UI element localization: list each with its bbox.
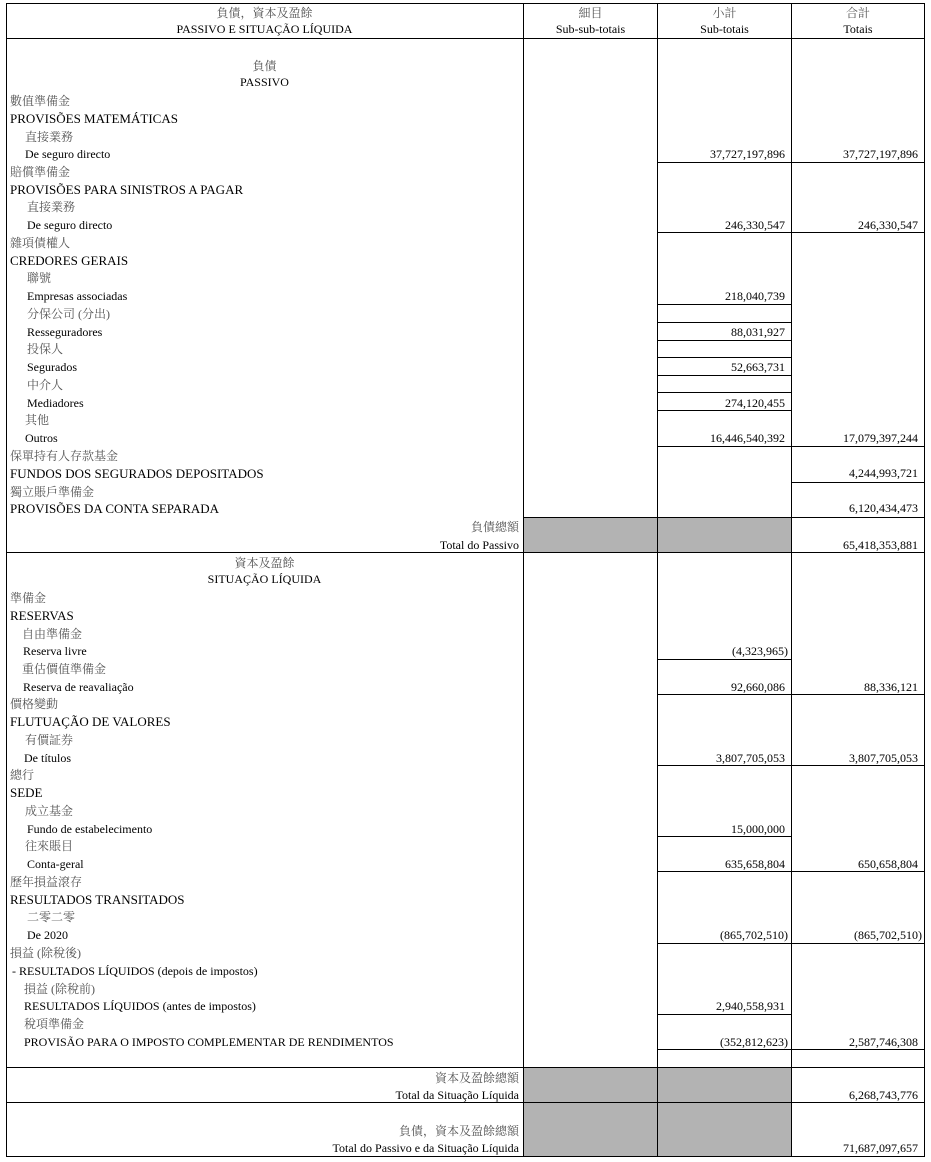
claims-pt: PROVISÕES PARA SINISTROS A PAGAR [10, 182, 244, 197]
fluct-pt: FLUTUAÇÃO DE VALORES [10, 714, 171, 729]
claims-direct-pt: De seguro directo [27, 218, 113, 232]
c2-line [658, 322, 791, 323]
grand-total-pt: Total do Passivo e da Situação Líquida [332, 1141, 519, 1155]
retained-total: (865,702,510) [854, 928, 922, 942]
fluct-zh: 價格變動 [10, 697, 59, 711]
retained-zh: 歷年損益滾存 [10, 875, 83, 889]
conta-zh: 往來賬目 [25, 839, 74, 853]
c2-line [658, 1014, 791, 1015]
insured-sub: 52,663,731 [731, 360, 785, 374]
math-direct-sub: 37,727,197,896 [710, 147, 785, 161]
sede-total: 650,658,804 [858, 857, 918, 871]
c2-line [658, 943, 791, 944]
eq-heading-pt: SITUAÇÃO LÍQUIDA [207, 572, 322, 586]
eq-total-shade-c2 [658, 1068, 791, 1102]
liab-heading-pt: PASSIVO [240, 75, 289, 89]
free-zh: 自由準備金 [22, 627, 83, 641]
col2-divider [657, 3, 658, 1157]
c2-line [658, 392, 791, 393]
c3-line [792, 446, 924, 447]
liab-total-zh: 負債總額 [470, 520, 519, 534]
creditors-total: 17,079,397,244 [843, 431, 918, 445]
header-col1-pt: Sub-sub-totais [555, 22, 626, 36]
claims-direct-sub: 246,330,547 [725, 218, 785, 232]
c3-line [792, 232, 924, 233]
reval-pt: Reserva de reavaliação [23, 680, 134, 694]
reval-sub: 92,660,086 [731, 680, 785, 694]
separate-total: 6,120,434,473 [849, 501, 918, 515]
others-zh: 其他 [25, 413, 50, 427]
c3-line [792, 162, 924, 163]
frame-top [6, 3, 925, 4]
retained-pt: RESULTADOS TRANSITADOS [10, 892, 185, 907]
c3-line [792, 517, 924, 518]
header-col2-zh: 小計 [712, 6, 737, 20]
pretax-sub: 2,940,558,931 [716, 999, 785, 1013]
sede-pt: SEDE [10, 785, 43, 800]
others-pt: Outros [25, 431, 58, 445]
c2-line [658, 304, 791, 305]
reserves-total: 88,336,121 [864, 680, 918, 694]
liab-total-top [524, 517, 792, 518]
math-total: 37,727,197,896 [843, 147, 918, 161]
creditors-pt: CREDORES GERAIS [10, 253, 129, 268]
c2-line [658, 375, 791, 376]
claims-direct-zh: 直接業務 [27, 200, 76, 214]
assoc-pt: Empresas associadas [27, 289, 128, 303]
c3-line [792, 765, 924, 766]
net-total: 2,587,746,308 [849, 1035, 918, 1049]
c2-line [658, 836, 791, 837]
eq-heading-zh: 資本及盈餘 [234, 556, 295, 570]
math-direct-zh: 直接業務 [25, 130, 74, 144]
frame-right [924, 3, 925, 1157]
y2020-sub: (865,702,510) [720, 928, 788, 942]
sede-zh: 總行 [10, 768, 35, 782]
reins-zh: 分保公司 (分出) [27, 307, 110, 321]
c2-line [658, 340, 791, 341]
c3-line [792, 482, 924, 483]
estab-sub: 15,000,000 [731, 822, 785, 836]
grand-total-value: 71,687,097,657 [843, 1141, 918, 1155]
funds-pt: FUNDOS DOS SEGURADOS DEPOSITADOS [10, 466, 264, 481]
insured-pt: Segurados [27, 360, 77, 374]
titles-sub: 3,807,705,053 [716, 751, 785, 765]
frame-bottom [6, 1156, 925, 1157]
c2-line [658, 232, 791, 233]
c2-line [658, 694, 791, 695]
eq-total-pt: Total da Situação Líquida [395, 1088, 519, 1102]
liab-heading-zh: 負債 [252, 59, 277, 73]
c2-line [658, 357, 791, 358]
titles-pt: De títulos [24, 751, 71, 765]
c3-line [792, 552, 924, 553]
c2-line [658, 162, 791, 163]
header-desc-zh: 負債，資本及盈餘 [216, 6, 313, 20]
reserves-zh: 準備金 [10, 591, 47, 605]
header-desc-pt: PASSIVO E SITUAÇÃO LÍQUIDA [176, 22, 353, 36]
liab-total-pt: Total do Passivo [439, 538, 519, 552]
taxprov-pt: PROVISÃO PARA O IMPOSTO COMPLEMENTAR DE RENDIMENTOS [24, 1035, 394, 1049]
reval-zh: 重估價值準備金 [22, 662, 107, 676]
c3-line [792, 943, 924, 944]
net-zh: 損益 (除稅後) [10, 946, 81, 960]
reserves-pt: RESERVAS [10, 608, 74, 623]
assoc-sub: 218,040,739 [725, 289, 785, 303]
c3-line [792, 1102, 924, 1103]
eq-total-shade-c1 [524, 1068, 657, 1102]
funds-total: 4,244,993,721 [849, 466, 918, 480]
grand-total-top [6, 1102, 792, 1103]
taxprov-sub: (352,812,623) [720, 1035, 788, 1049]
others-sub: 16,446,540,392 [710, 431, 785, 445]
eq-total-zh: 資本及盈餘總額 [434, 1071, 519, 1085]
mediators-pt: Mediadores [27, 396, 84, 410]
c3-line [792, 1049, 924, 1050]
c2-line [658, 765, 791, 766]
header-bottom-line [6, 38, 925, 39]
c2-line [658, 410, 791, 411]
assoc-zh: 聯號 [27, 271, 52, 285]
funds-zh: 保單持有人存款基金 [10, 449, 119, 463]
col3-divider [791, 3, 792, 1157]
estab-zh: 成立基金 [25, 804, 74, 818]
mediators-zh: 中介人 [27, 378, 64, 392]
liab-total-bottom [6, 552, 792, 553]
liab-total-shade-c2 [658, 518, 791, 553]
conta-sub: 635,658,804 [725, 857, 785, 871]
estab-pt: Fundo de estabelecimento [27, 822, 153, 836]
insured-zh: 投保人 [27, 342, 64, 356]
separate-pt: PROVISÕES DA CONTA SEPARADA [10, 501, 220, 516]
pretax-pt: RESULTADOS LÍQUIDOS (antes de impostos) [24, 999, 256, 1013]
header-col3-zh: 合計 [845, 6, 870, 20]
y2020-zh: 二零二零 [27, 910, 76, 924]
taxprov-zh: 稅項準備金 [24, 1017, 85, 1031]
creditors-zh: 雜項債權人 [10, 236, 71, 250]
header-col3-pt: Totais [843, 22, 873, 36]
col1-divider [523, 3, 524, 1157]
pretax-zh: 損益 (除稅前) [24, 982, 95, 996]
eq-total-value: 6,268,743,776 [849, 1088, 918, 1102]
c3-line [792, 871, 924, 872]
header-col1-zh: 細目 [578, 6, 603, 20]
free-sub: (4,323,965) [732, 644, 788, 658]
separate-zh: 獨立賬戶準備金 [10, 485, 95, 499]
c2-line [658, 871, 791, 872]
c2-line [658, 659, 791, 660]
net-pt: - RESULTADOS LÍQUIDOS (depois de impostos) [12, 964, 258, 978]
titles-zh: 有價証券 [25, 733, 74, 747]
math-zh: 數值準備金 [10, 94, 71, 108]
grand-total-shade-c1 [524, 1103, 657, 1156]
grand-total-shade-c2 [658, 1103, 791, 1156]
liab-total-value: 65,418,353,881 [843, 538, 918, 552]
c2-line [658, 446, 791, 447]
math-direct-pt: De seguro directo [25, 147, 111, 161]
reins-sub: 88,031,927 [731, 325, 785, 339]
reins-pt: Resseguradores [27, 325, 103, 339]
claims-total: 246,330,547 [858, 218, 918, 232]
claims-zh: 賠償準備金 [10, 165, 71, 179]
c2-line [658, 1049, 791, 1050]
math-pt: PROVISÕES MATEMÁTICAS [10, 111, 178, 126]
liab-total-shade-c1 [524, 518, 657, 553]
grand-total-zh: 負債，資本及盈餘總額 [398, 1124, 519, 1138]
y2020-pt: De 2020 [27, 928, 68, 942]
header-col2-pt: Sub-totais [700, 22, 749, 36]
conta-pt: Conta-geral [27, 857, 84, 871]
mediators-sub: 274,120,455 [725, 396, 785, 410]
c3-line [792, 694, 924, 695]
fluct-total: 3,807,705,053 [849, 751, 918, 765]
free-pt: Reserva livre [23, 644, 87, 658]
